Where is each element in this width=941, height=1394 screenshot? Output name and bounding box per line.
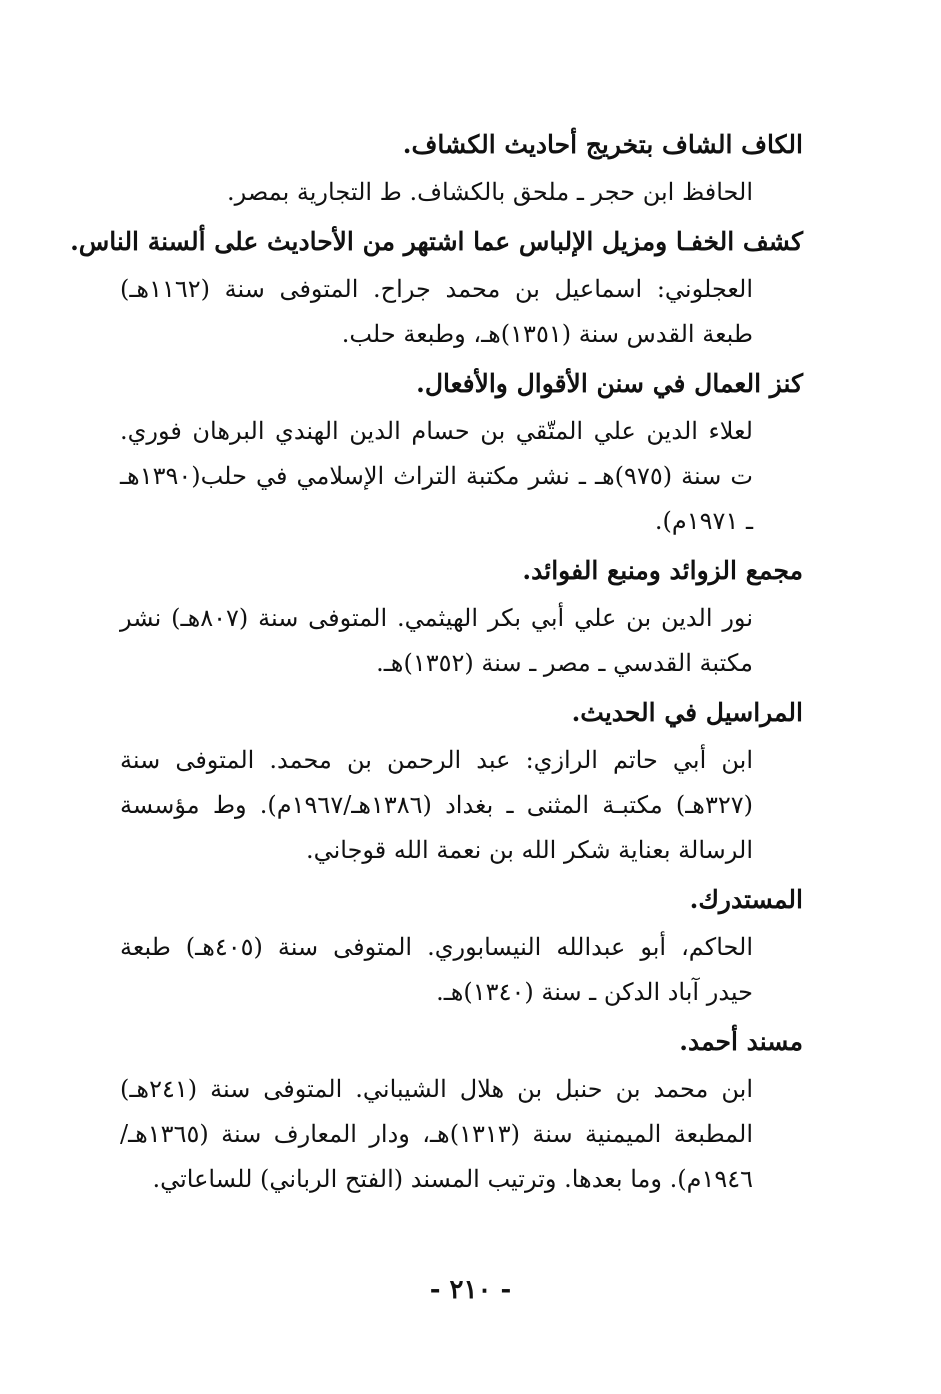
bibliography-entry <box>120 548 803 686</box>
bibliography-entry <box>120 361 803 544</box>
entry-description: الحاكم، أبو عبدالله النيسابوري. المتوفى سنة (٤٠٥هـ) طبعة حيدر آباد الدكن ـ سنة (١٣٤٠)هـ. <box>120 933 753 1006</box>
entry-description: نور الدين بن علي أبي بكر الهيثمي. المتوفى سنة (٨٠٧هـ) نشر مكتبة القدسي ـ مصر ـ سنة (١٣٥٢)هـ. <box>120 604 753 677</box>
entry-title: الكاف الشاف بتخريج أحاديث الكشاف. <box>402 130 803 159</box>
entry-title: كشف الخفـا ومزيل الإلباس عما اشتهر من الأحاديث على ألسنة الناس. <box>70 227 803 256</box>
entry-title: كنز العمال في سنن الأقوال والأفعال. <box>416 369 803 398</box>
entry-description: لعلاء الدين علي المتّقي بن حسام الدين الهندي البرهان فوري. ت سنة (٩٧٥)هـ ـ نشر مكتبة التراث الإسلامي في حلب(١٣٩٠هـ ـ ١٩٧١م). <box>120 417 753 535</box>
entry-description: ابن محمد بن حنبل بن هلال الشيباني. المتوفى سنة (٢٤١هـ) المطبعة الميمنية سنة (١٣١٣)هـ، ودار المعارف سنة (١٣٦٥هـ/١٩٤٦م). وما بعدها. وترتيب المسند (الفتح الرباني) للساعاتي. <box>120 1075 753 1193</box>
page-number: - ٢١٠ - <box>429 1275 512 1305</box>
bibliography-entry <box>120 122 803 215</box>
entry-title: المراسيل في الحديث. <box>571 698 803 727</box>
bibliography-page <box>70 122 803 1206</box>
bibliography-entry <box>120 1019 803 1202</box>
bibliography-entry <box>120 877 803 1015</box>
entry-title: مسند أحمد. <box>679 1027 803 1056</box>
entry-description: ابن أبي حاتم الرازي: عبد الرحمن بن محمد. المتوفى سنة (٣٢٧هـ) مكتبـة المثنى ـ بغداد (١٣٨٦هـ/١٩٦٧م). وط مؤسسة الرسالة بعناية شكر الله بن نعمة الله قوجاني. <box>120 746 753 864</box>
entry-title: المستدرك. <box>689 885 803 914</box>
bibliography-entry <box>70 219 803 357</box>
entry-title: مجمع الزوائد ومنبع الفوائد. <box>522 556 803 585</box>
entry-description: الحافظ ابن حجر ـ ملحق بالكشاف. ط التجارية بمصر. <box>227 178 753 206</box>
entry-description: العجلوني: اسماعيل بن محمد جراح. المتوفى سنة (١١٦٢هـ) طبعة القدس سنة (١٣٥١)هـ، وطبعة حلب. <box>120 275 753 348</box>
bibliography-entry <box>120 690 803 873</box>
